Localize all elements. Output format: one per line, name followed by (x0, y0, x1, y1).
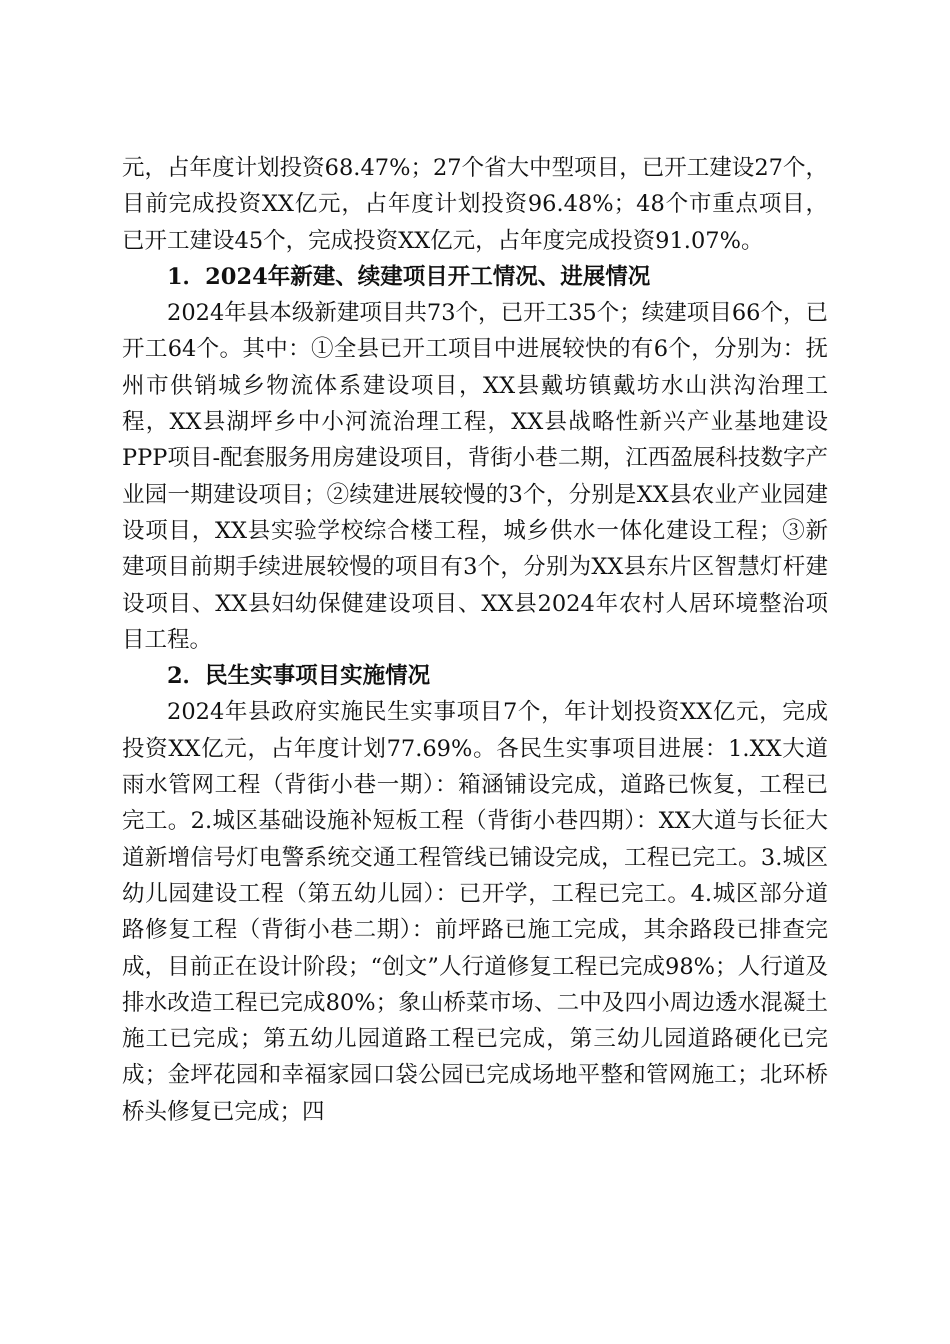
paragraph-project-progress: 2024年县本级新建项目共73个，已开工35个；续建项目66个，已开工64个。其中：①全县已开工项目中进展较快的有6个，分别为：抚州市供销城乡物流体系建设项目，XX县戴坊镇戴坊水山洪沟治理工程，XX县湖坪乡中小河流治理工程，XX县战略性新兴产业基地建设PPP项目-配套服务用房建设项目，背街小巷二期，江西盈展科技数字产业园一期建设项目；②续建进展较慢的3个，分别是XX县农业产业园建设项目，XX县实验学校综合楼工程，城乡供水一体化建设工程；③新建项目前期手续进展较慢的项目有3个，分别为XX县东片区智慧灯杆建设项目、XX县妇幼保健建设项目、XX县2024年农村人居环境整治项目工程。 (122, 300, 828, 653)
paragraph-investment-summary: 元，占年度计划投资68.47%；27个省大中型项目，已开工建设27个，目前完成投资XX亿元，占年度计划投资96.48%；48个市重点项目，已开工建设45个，完成投资XX亿元，占年度完成投资91.07%。 (122, 155, 828, 254)
section-heading-new-continued-projects: 1．2024年新建、续建项目开工情况、进展情况 (167, 263, 651, 290)
paragraph-livelihood-progress: 2024年县政府实施民生实事项目7个，年计划投资XX亿元，完成投资XX亿元，占年度计划77.69%。各民生实事项目进展：1.XX大道雨水管网工程（背街小巷一期）：箱涵铺设完成，道路已恢复，工程已完工。2.城区基础设施补短板工程（背街小巷四期）：XX大道与长征大道新增信号灯电警系统交通工程管线已铺设完成，工程已完工。3.城区幼儿园建设工程（第五幼儿园）：已开学，工程已完工。4.城区部分道路修复工程（背街小巷二期）：前坪路已施工完成，其余路段已排查完成，目前正在设计阶段；“创文”人行道修复工程已完成98%；人行道及排水改造工程已完成80%；象山桥菜市场、二中及四小周边透水混凝土施工已完成；第五幼儿园道路工程已完成，第三幼儿园道路硬化已完成；金坪花园和幸福家园口袋公园已完成场地平整和管网施工；北环桥桥头修复已完成；四 (122, 699, 828, 1125)
document-body (122, 150, 828, 1130)
section-heading-livelihood-projects: 2．民生实事项目实施情况 (167, 663, 431, 690)
